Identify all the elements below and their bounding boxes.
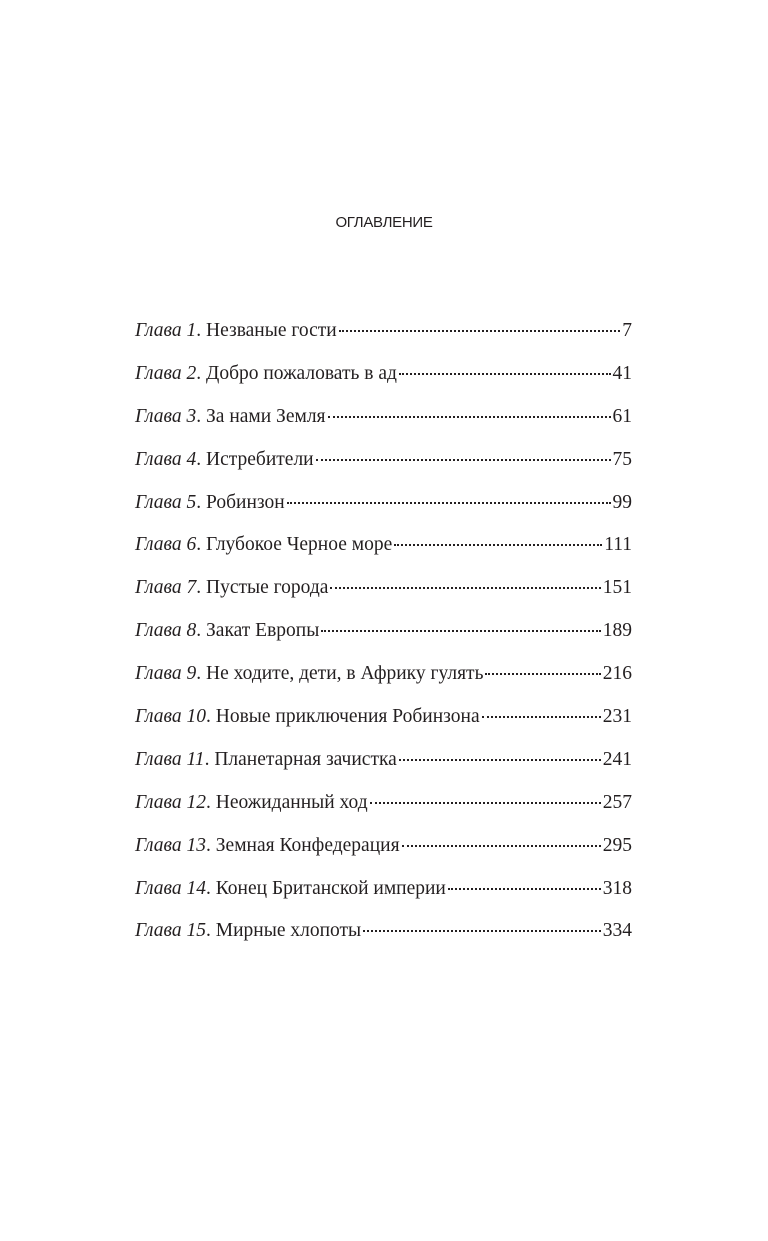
dot-leader [330, 587, 600, 589]
chapter-title: Конец Британской империи [215, 877, 446, 899]
dot-leader [394, 544, 602, 546]
dot-leader [485, 673, 600, 675]
chapter-title: Планетарная зачистка [214, 748, 397, 770]
chapter-title: Незваные гости [206, 320, 337, 341]
page-number: 257 [602, 791, 632, 813]
chapter-title: Земная Конфедерация [215, 834, 400, 856]
page-title: оглавление [335, 207, 433, 232]
page-number: 41 [612, 362, 632, 384]
dot-leader [482, 716, 601, 718]
chapter-label: Глава 1 [135, 320, 197, 341]
toc-entry-10[interactable]: Глава 10 . Новые приключения Робинзона 231 [135, 702, 632, 745]
dot-leader [328, 416, 611, 418]
page-number: 189 [602, 620, 632, 642]
chapter-label: Глава 5 [135, 491, 197, 513]
dot-leader [316, 459, 611, 461]
chapter-label: Глава 14 [135, 877, 207, 899]
toc-entry-4[interactable]: Глава 4 . Истребители 75 [135, 445, 632, 488]
chapter-label: Глава 3 [135, 405, 197, 427]
toc-entry-3[interactable]: Глава 3 . За нами Земля 61 [135, 402, 632, 445]
chapter-title: За нами Земля [206, 405, 326, 427]
dot-leader [339, 330, 621, 332]
toc-entry-5[interactable]: Глава 5 . Робинзон 99 [135, 488, 632, 531]
chapter-title: Пустые города [206, 577, 329, 599]
chapter-title: Глубокое Черное море [206, 534, 393, 556]
dot-leader [321, 630, 600, 632]
dot-leader [399, 373, 611, 375]
page-number: 334 [602, 920, 632, 942]
dot-leader [399, 759, 601, 761]
page-number: 318 [602, 877, 632, 899]
chapter-label: Глава 2 [135, 362, 197, 384]
chapter-label: Глава 12 [135, 791, 207, 813]
page-number: 61 [612, 405, 632, 427]
dot-leader [448, 888, 601, 890]
toc-entry-9[interactable]: Глава 9 . Не ходите, дети, в Африку гулять 216 [135, 659, 632, 702]
toc-entry-11[interactable]: Глава 11 . Планетарная зачистка 241 [135, 745, 632, 788]
toc-entry-13[interactable]: Глава 13 . Земная Конфедерация 295 [135, 831, 632, 874]
chapter-title: Добро пожаловать в ад [206, 362, 397, 384]
dot-leader [370, 802, 601, 804]
page-number: 7 [622, 320, 632, 341]
chapter-label: Глава 10 [135, 706, 207, 728]
chapter-label: Глава 15 [135, 920, 207, 942]
page-number: 241 [602, 748, 632, 770]
chapter-title: Не ходите, дети, в Африку гулять [206, 663, 484, 685]
page-number: 75 [612, 448, 632, 470]
chapter-title: Неожиданный ход [215, 791, 368, 813]
chapter-label: Глава 9 [135, 663, 197, 685]
chapter-title: Истребители [206, 448, 314, 470]
page-number: 151 [602, 577, 632, 599]
dot-leader [287, 502, 611, 504]
page-number: 216 [602, 663, 632, 685]
toc-entry-8[interactable]: Глава 8 . Закат Европы 189 [135, 616, 632, 659]
chapter-label: Глава 13 [135, 834, 207, 856]
toc-entry-2[interactable]: Глава 2 . Добро пожаловать в ад 41 [135, 359, 632, 402]
page-number: 111 [604, 534, 632, 556]
chapter-label: Глава 7 [135, 577, 197, 599]
page-number: 295 [602, 834, 632, 856]
dot-leader [402, 845, 601, 847]
chapter-label: Глава 8 [135, 620, 197, 642]
chapter-title: Новые приключения Робинзона [215, 706, 480, 728]
chapter-label: Глава 6 [135, 534, 197, 556]
chapter-label: Глава 11 [135, 748, 205, 770]
dot-leader [363, 930, 601, 932]
toc-entry-14[interactable]: Глава 14 . Конец Британской империи 318 [135, 874, 632, 917]
toc-entry-7[interactable]: Глава 7 . Пустые города 151 [135, 573, 632, 616]
table-of-contents [135, 316, 632, 959]
page-number: 231 [602, 706, 632, 728]
chapter-label: Глава 4 [135, 448, 197, 470]
chapter-title: Закат Европы [206, 620, 320, 642]
page-number: 99 [612, 491, 632, 513]
toc-entry-1[interactable]: Глава 1 . Незваные гости 7 [135, 316, 632, 359]
chapter-title: Мирные хлопоты [215, 920, 362, 942]
toc-entry-15[interactable]: Глава 15 . Мирные хлопоты 334 [135, 916, 632, 959]
toc-entry-6[interactable]: Глава 6 . Глубокое Черное море 111 [135, 530, 632, 573]
toc-entry-12[interactable]: Глава 12 . Неожиданный ход 257 [135, 788, 632, 831]
chapter-title: Робинзон [206, 491, 285, 513]
